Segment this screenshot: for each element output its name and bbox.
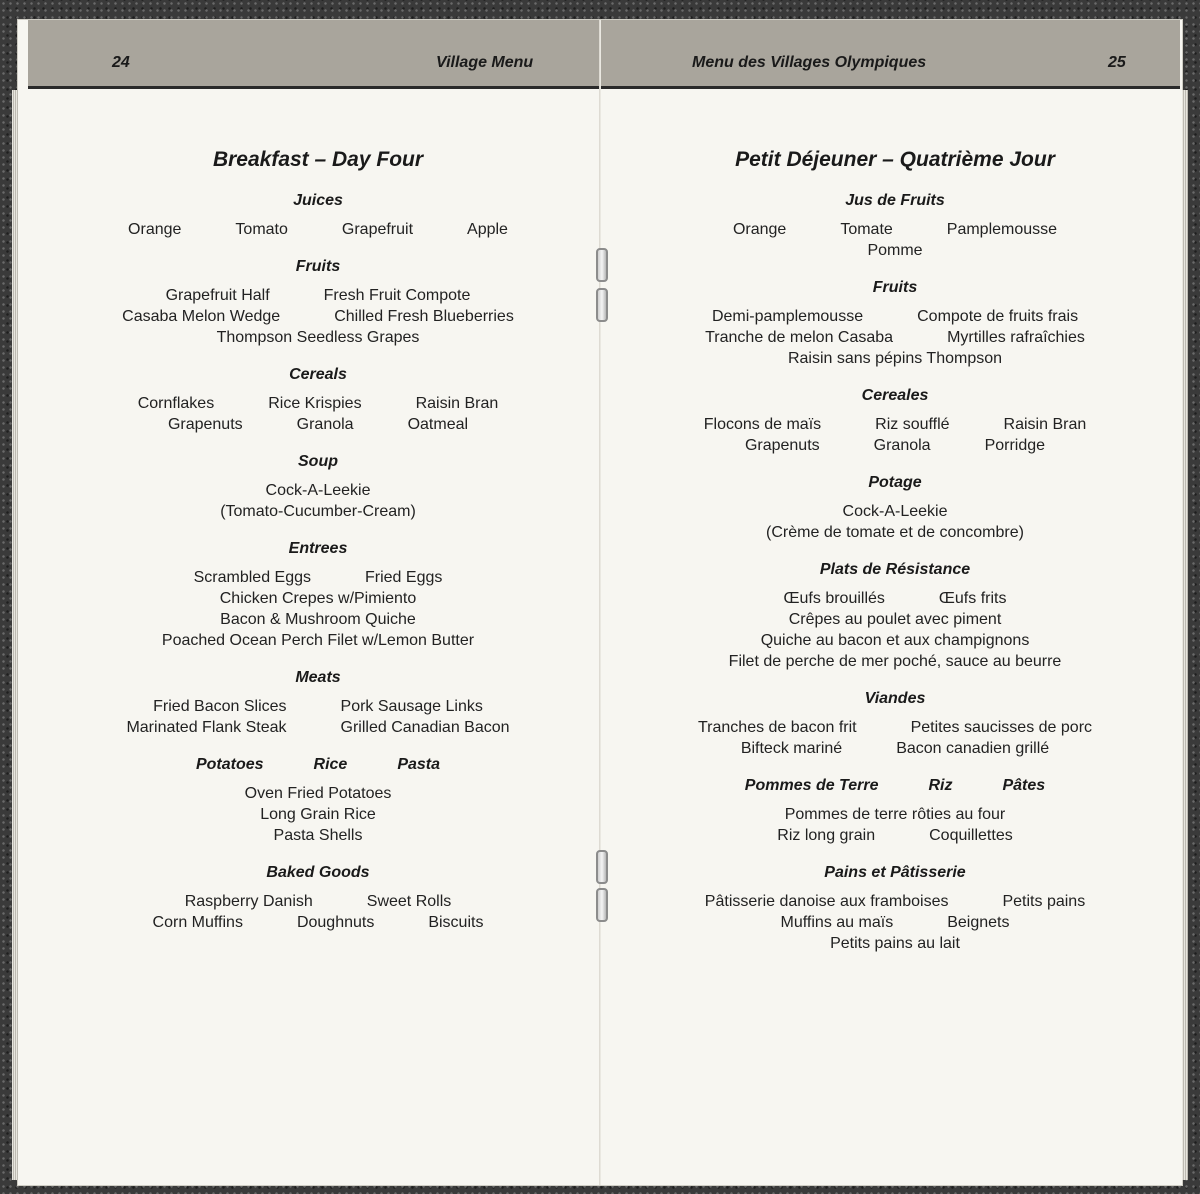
menu-item: Tomate — [840, 221, 893, 238]
menu-item: Bifteck mariné — [740, 740, 843, 757]
menu-item: Oven Fried Potatoes — [244, 785, 392, 802]
menu-row — [615, 414, 1175, 435]
menu-row — [615, 327, 1175, 348]
menu-section — [38, 756, 598, 846]
menu-item: Coquillettes — [929, 827, 1013, 844]
menu-booklet — [18, 20, 1182, 1185]
section-heading: Cereales — [861, 387, 929, 404]
menu-item: Biscuits — [428, 914, 484, 931]
menu-item: Orange — [128, 221, 182, 238]
menu-item: Oatmeal — [407, 416, 469, 433]
section-heading: Pâtes — [1002, 777, 1046, 794]
menu-row — [38, 393, 598, 414]
menu-row — [615, 630, 1175, 651]
menu-item: Cornflakes — [137, 395, 215, 412]
menu-row — [38, 630, 598, 651]
menu-item: Chicken Crepes w/Pimiento — [219, 590, 417, 607]
section-heading: Riz — [928, 777, 953, 794]
section-heading: Potage — [868, 474, 922, 491]
menu-item: Doughnuts — [296, 914, 375, 931]
menu-row — [615, 891, 1175, 912]
section-heading: Rice — [313, 756, 348, 773]
right-header-title: Menu des Villages Olympiques — [692, 54, 927, 71]
menu-row — [38, 480, 598, 501]
booklet-spine — [599, 20, 601, 1185]
right-page-number: 25 — [1108, 54, 1126, 71]
menu-row — [615, 435, 1175, 456]
menu-item: Grapefruit Half — [165, 287, 270, 304]
menu-row — [615, 609, 1175, 630]
menu-section — [38, 192, 598, 240]
menu-item: Petits pains au lait — [830, 935, 960, 952]
menu-item: (Tomato-Cucumber-Cream) — [220, 503, 416, 520]
menu-item: Petites saucisses de porc — [910, 719, 1093, 736]
menu-item: Sweet Rolls — [366, 893, 452, 910]
menu-item: Myrtilles rafraîchies — [947, 329, 1085, 346]
menu-item: Granola — [296, 416, 354, 433]
menu-row — [38, 912, 598, 933]
menu-item: Long Grain Rice — [260, 806, 376, 823]
menu-item: Compote de fruits frais — [917, 308, 1079, 325]
menu-section — [38, 453, 598, 522]
menu-item: Marinated Flank Steak — [126, 719, 287, 736]
section-heading: Fruits — [872, 279, 918, 296]
menu-item: Raisin Bran — [1003, 416, 1087, 433]
menu-item: Grapenuts — [744, 437, 820, 454]
menu-row — [38, 804, 598, 825]
menu-item: Porridge — [984, 437, 1046, 454]
menu-item: Raisin sans pépins Thompson — [787, 350, 1003, 367]
menu-item: (Crème de tomate et de concombre) — [766, 524, 1024, 541]
menu-item: Poached Ocean Perch Filet w/Lemon Butter — [161, 632, 475, 649]
menu-item: Œufs frits — [938, 590, 1007, 607]
section-heading: Entrees — [288, 540, 348, 557]
menu-item: Pommes de terre rôties au four — [784, 806, 1006, 823]
menu-item: Thompson Seedless Grapes — [216, 329, 420, 346]
menu-item: Muffins au maïs — [780, 914, 894, 931]
menu-row — [615, 738, 1175, 759]
menu-section — [38, 540, 598, 651]
menu-item: Tranche de melon Casaba — [705, 329, 894, 346]
menu-row — [38, 567, 598, 588]
menu-item: Fresh Fruit Compote — [323, 287, 471, 304]
menu-row — [615, 348, 1175, 369]
menu-row — [38, 825, 598, 846]
menu-item: Bacon canadien grillé — [896, 740, 1050, 757]
menu-row — [615, 588, 1175, 609]
section-heading: Fruits — [295, 258, 341, 275]
menu-item: Orange — [732, 221, 787, 238]
section-heading-group — [38, 756, 598, 774]
menu-section — [38, 669, 598, 738]
menu-item: Grapenuts — [167, 416, 243, 433]
section-heading: Plats de Résistance — [819, 561, 971, 578]
section-heading: Viandes — [864, 690, 926, 707]
menu-item: Apple — [467, 221, 508, 238]
left-page — [38, 148, 598, 951]
menu-row — [615, 501, 1175, 522]
menu-section — [615, 864, 1175, 954]
menu-row — [38, 306, 598, 327]
menu-row — [38, 609, 598, 630]
menu-item: Flocons de maïs — [703, 416, 822, 433]
menu-section — [615, 690, 1175, 759]
menu-row — [615, 804, 1175, 825]
menu-row — [615, 306, 1175, 327]
menu-section — [615, 474, 1175, 543]
menu-row — [38, 219, 598, 240]
menu-item: Quiche au bacon et aux champignons — [760, 632, 1030, 649]
menu-row — [615, 912, 1175, 933]
menu-section — [615, 192, 1175, 261]
menu-item: Petits pains — [1002, 893, 1086, 910]
menu-item: Granola — [873, 437, 931, 454]
menu-section — [38, 864, 598, 933]
menu-row — [615, 933, 1175, 954]
menu-row — [615, 219, 1175, 240]
menu-section — [615, 387, 1175, 456]
section-heading: Cereals — [289, 366, 347, 383]
menu-item: Corn Muffins — [152, 914, 243, 931]
section-heading: Soup — [298, 453, 338, 470]
section-heading: Meats — [295, 669, 341, 686]
menu-item: Riz soufflé — [875, 416, 950, 433]
menu-row — [615, 240, 1175, 261]
left-page-number: 24 — [112, 54, 130, 71]
menu-item: Rice Krispies — [268, 395, 362, 412]
right-page-title: Petit Déjeuner – Quatrième Jour — [735, 148, 1055, 171]
menu-row — [38, 285, 598, 306]
menu-item: Casaba Melon Wedge — [122, 308, 281, 325]
menu-item: Pasta Shells — [273, 827, 363, 844]
section-heading: Baked Goods — [266, 864, 370, 881]
left-header-title: Village Menu — [436, 54, 534, 71]
menu-row — [615, 717, 1175, 738]
section-heading-group — [615, 777, 1175, 795]
menu-item: Filet de perche de mer poché, sauce au beurre — [728, 653, 1062, 670]
section-heading: Pommes de Terre — [744, 777, 879, 794]
menu-item: Bacon & Mushroom Quiche — [220, 611, 416, 628]
menu-item: Crêpes au poulet avec piment — [788, 611, 1002, 628]
section-heading: Pains et Pâtisserie — [824, 864, 966, 881]
menu-item: Tomato — [235, 221, 288, 238]
menu-row — [615, 825, 1175, 846]
right-page — [615, 148, 1175, 972]
menu-item: Grapefruit — [341, 221, 414, 238]
left-page-title: Breakfast – Day Four — [212, 148, 424, 171]
menu-row — [38, 414, 598, 435]
menu-row — [615, 522, 1175, 543]
header-band — [28, 20, 1180, 89]
menu-section — [38, 366, 598, 435]
page-edges-left — [12, 90, 18, 1180]
menu-item: Raisin Bran — [415, 395, 499, 412]
menu-row — [38, 891, 598, 912]
section-heading: Jus de Fruits — [845, 192, 945, 209]
menu-row — [38, 588, 598, 609]
menu-item: Fried Bacon Slices — [153, 698, 287, 715]
menu-item: Cock-A-Leekie — [265, 482, 371, 499]
section-heading: Juices — [293, 192, 343, 209]
menu-row — [38, 501, 598, 522]
menu-item: Raspberry Danish — [184, 893, 313, 910]
menu-item: Demi-pamplemousse — [711, 308, 864, 325]
menu-item: Chilled Fresh Blueberries — [334, 308, 514, 325]
menu-item: Pamplemousse — [946, 221, 1058, 238]
menu-item: Pâtisserie danoise aux framboises — [704, 893, 949, 910]
section-heading: Pasta — [397, 756, 441, 773]
menu-item: Cock-A-Leekie — [842, 503, 948, 520]
menu-item: Beignets — [947, 914, 1010, 931]
section-heading: Potatoes — [195, 756, 264, 773]
menu-item: Pork Sausage Links — [340, 698, 483, 715]
menu-row — [615, 651, 1175, 672]
menu-row — [38, 717, 598, 738]
menu-item: Fried Eggs — [365, 569, 443, 586]
menu-item: Scrambled Eggs — [193, 569, 311, 586]
menu-row — [38, 327, 598, 348]
menu-item: Œufs brouillés — [783, 590, 885, 607]
menu-section — [38, 258, 598, 348]
menu-row — [38, 696, 598, 717]
menu-section — [615, 279, 1175, 369]
page-edges-right — [1182, 90, 1188, 1180]
menu-section — [615, 561, 1175, 672]
menu-item: Grilled Canadian Bacon — [340, 719, 510, 736]
menu-item: Pomme — [867, 242, 923, 259]
menu-section — [615, 777, 1175, 846]
menu-item: Riz long grain — [777, 827, 876, 844]
menu-row — [38, 783, 598, 804]
menu-item: Tranches de bacon frit — [697, 719, 857, 736]
